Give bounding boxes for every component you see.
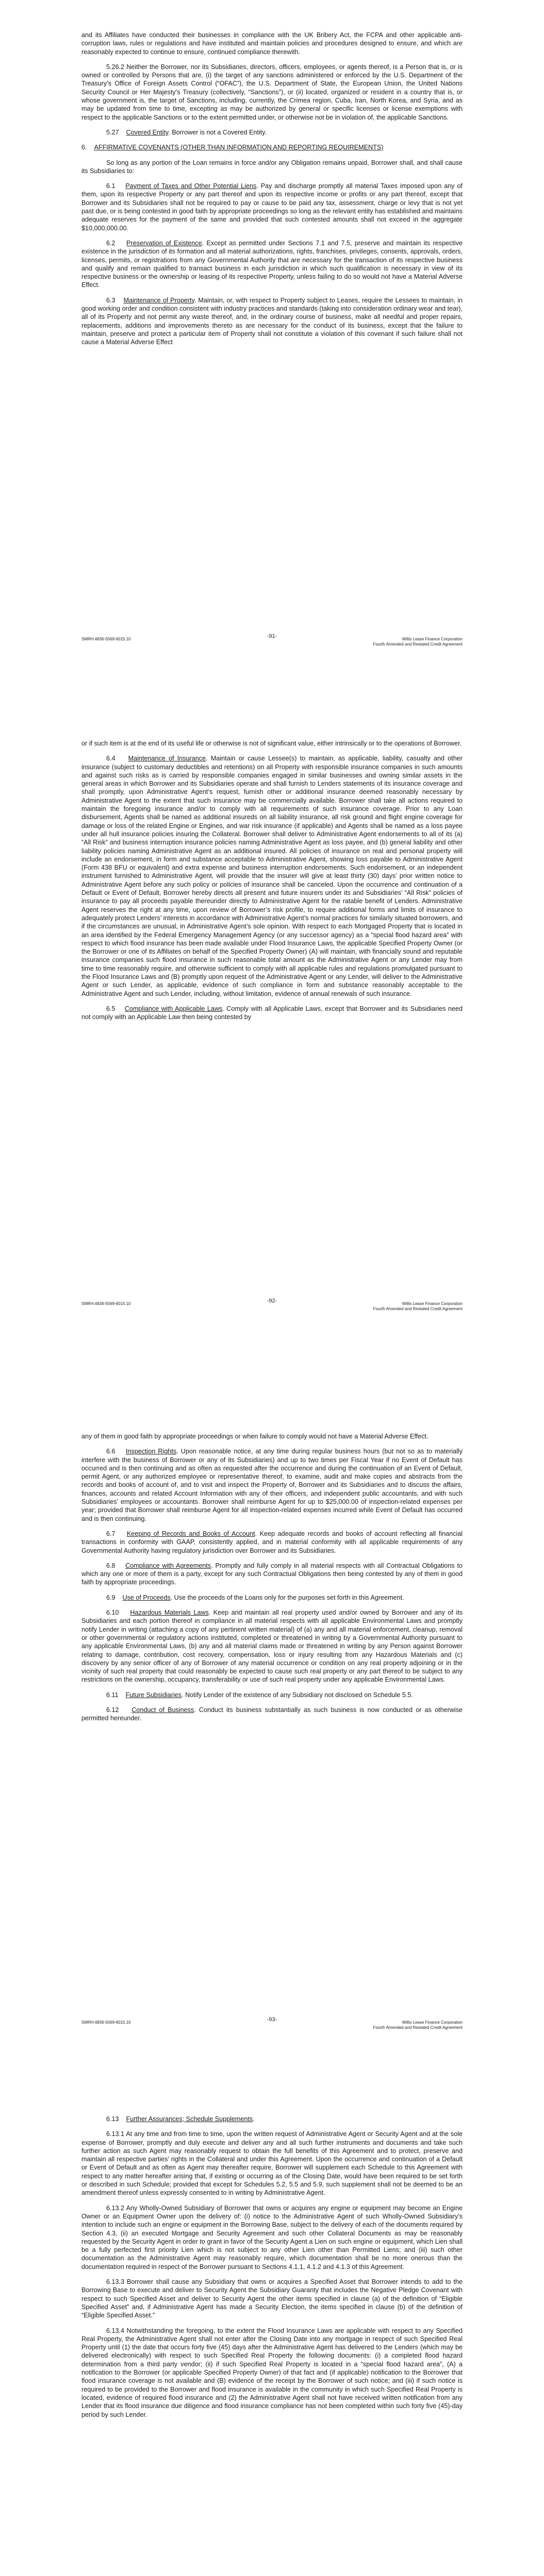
- section-number: 6.5: [106, 1005, 116, 1012]
- section-title: Compliance with Applicable Laws: [124, 1005, 223, 1012]
- page-91: [0, 31, 544, 353]
- paragraph-text: Borrower shall cause any Subsidiary that owns or acquires a Specified Asset that Borrower intends to add to the Borrowing Base to execute and deliver to Security Agent the Subsidiary Guaranty that includes the Negative Pledge Covenant with respect to such Specified Asset and deliver to Security Agent the other items specified in clause (a) of the definition of “Eligible Specified Asset” and, if Administrative Agent has made a Security Election, the items specified in clause (b) of the definition of “Eligible Specified Asset.”: [81, 2278, 463, 2319]
- section-title: Maintenance of Property: [123, 296, 194, 304]
- page-number: -93-: [267, 2016, 277, 2023]
- section-number: 6.3: [106, 296, 116, 304]
- section-number: 6.9: [106, 1594, 116, 1601]
- page-number: -91-: [267, 633, 277, 639]
- agreement-name: Fourth Amended and Restated Credit Agreement: [373, 1307, 463, 1311]
- section-number: 6.6: [106, 1448, 116, 1455]
- page-number: -92-: [267, 1298, 277, 1304]
- paragraph-text: Conduct its business substantially as such business is now conducted or as otherwise permitted hereunder.: [81, 1706, 463, 1722]
- section-title: Further Assurances; Schedule Supplements: [126, 2115, 253, 2123]
- section-6-4: 6.4 Maintenance of Insurance. Maintain or cause Lessee(s) to maintain, as applicable, liability, casualty and other insurance (subject to customary deductibles and retentions) on all Property with responsible insurance companies in such amounts and against such risks as is carried by responsible companies engaged in similar businesses and owning similar assets in the general areas in which Borrower and its Subsidiaries operate and shall furnish to Lenders statements of its insurance coverage and shall promptly, upon Administrative Agent’s request, furnish other or additional insurance deemed reasonably necessary by Administrative Agent to the extent that such insurance may be commercially available. Borrower shall take all actions required to maintain the foregoing insurance and/or to comply with all requirements of such insurance coverage. Prior to any Loan disbursement, Agents shall be named as additional insureds on all liability insurance, all risk ground and flight engine coverage for damage or loss of the related Engine or Engines, and war risk insurance (if applicable) and Agents shall be named as a loss payee under all hull insurance policies insuring the Collateral. Borrower shall deliver to Administrative Agent endorsements to all of its (a) “All Risk” and business interruption insurance policies naming Administrative Agent as loss payee, and (b) general liability and other liability policies naming Administrative Agent as an additional insured. All policies of insurance on real and personal property will include an endorsement, in form and substance acceptable to Administrative Agent, showing loss payable to Administrative Agent (Form 438 BFU or equivalent) and extra expense and business interruption endorsements. Such endorsement, or an independent instrument furnished to Administrative Agent, will provide that the insurer will give at least thirty (30) days’ prior written notice to Administrative Agent before any such policy or policies of insurance shall be canceled. Upon the occurrence and continuation of a Default or Event of Default, Borrower hereby directs all present and future insurers under its and Subsidiaries’ “All Risk” policies of insurance to pay all proceeds payable thereunder directly to Administrative Agent for the ratable benefit of Lenders. Administrative Agent reserves the right at any time, upon review of Borrower’s risk profile, to require additional forms and limits of insurance to adequately protect Lenders’ interests in accordance with Administrative Agent’s normal practices for similarly situated borrowers, and if the circumstances are unusual, in Administrative Agent’s sole opinion. With respect to each Mortgaged Property that is located in an area identified by the Federal Emergency Management Agency (or any successor agency) as a “special flood hazard area” with respect to which flood insurance has been made available under Flood Insurance Laws, the applicable Specified Property Owner (or the Borrower or one of its Affiliates on behalf of the Specified Property Owner) (A) will maintain, with financially sound and reputable insurance companies such flood insurance in such reasonable total amount as the Administrative Agent or any Lender may from time to time reasonably require, and otherwise sufficient to comply with all applicable rules and regulations promulgated pursuant to the Flood Insurance Laws and (B) promptly upon request of the Administrative Agent or any Lender, will deliver to the Administrative Agent or such Lender, as applicable, evidence of such compliance in form and substance reasonably acceptable to the Administrative Agent and such Lender, including, without limitation, evidence of annual renewals of such insurance.: [81, 755, 463, 997]
- paragraph-text: Keep and maintain all real property used and/or owned by Borrower and any of its Subsidiaries and each portion thereof in compliance in all material respects with all applicable Environmental Laws and promptly notify Lender in writing (attaching a copy of any pertinent written material) of (a) any and all material enforcement, cleanup, removal or other governmental or regulatory actions instituted, completed or threatened in writing by a Governmental Authority pursuant to any applicable Environmental Laws, (b) any and all material claims made or threatened in writing by any Person against Borrower relating to damage, contribution, cost recovery, compensation, loss or injury resulting from any Hazardous Materials and (c) discovery by any senior officer of any of Borrower of any material occurrence or condition on any real property adjoining or in the vicinity of such real property that could reasonably be expected to cause such real property or any part thereof to be subject to any restrictions on the ownership, occupancy, transferability or use of such real property under any applicable Environmental Laws.: [81, 1609, 463, 1684]
- page-92: [0, 739, 544, 1028]
- agreement-name: Fourth Amended and Restated Credit Agreement: [373, 642, 463, 647]
- document-id: SMRH:4836-5569-6015.10: [81, 2020, 131, 2025]
- page-93: [0, 1432, 544, 1730]
- section-6-11: 6.11 Future Subsidiaries. Notify Lender of the existence of any Subsidiary not disclosed on Schedule 5.5.: [106, 1691, 413, 1699]
- page-94: [0, 2115, 544, 2426]
- section-number: 6.13.1: [106, 2130, 125, 2138]
- paragraph-text: Keep adequate records and books of account reflecting all financial transactions in conformity with GAAP, consistently applied, and in material conformity with all applicable requirements of any Governmental Authority having regulatory jurisdiction over Borrower and its Subsidiaries.: [81, 1530, 463, 1554]
- section-6-7: 6.7 Keeping of Records and Books of Account. Keep adequate records and books of account reflecting all financial transactions in conformity with GAAP, consistently applied, and in material conformity with all applicable requirements of any Governmental Authority having regulatory jurisdiction over Borrower and its Subsidiaries.: [81, 1530, 463, 1554]
- section-6-9: 6.9 Use of Proceeds. Use the proceeds of the Loans only for the purposes set forth in this Agreement.: [106, 1594, 404, 1601]
- section-6-13-4: [81, 2327, 463, 2419]
- paragraph-text: Upon reasonable notice, at any time during regular business hours (but not so as to materially interfere with the business of Borrower or any of its Subsidiaries) and up to two times per Fiscal Year if no Event of Default has occurred and is then continuing and as often as requested after the occurrence and during the continuation of an Event of Default, permit Agent, or any authorized employee or representative thereof, to examine, audit and make copies and abstracts from the records and books of account of, and to visit and inspect the Property of, Borrower and its Subsidiaries and to discuss the affairs, finances, accounts and related Account Information with any of their officers, and independent public accountants, and with such Subsidiaries’ employees or accountants. Borrower shall reimburse Agent for up to $25,000.00 of inspection-related expenses per year; provided that Borrower shall reimburse Agent for all inspection-related expenses incurred while Event of Default has occurred and is then continuing.: [81, 1448, 463, 1522]
- section-6-13-3: [81, 2278, 463, 2319]
- paragraph-text: Maintain or cause Lessee(s) to maintain, as applicable, liability, casualty and other insurance (subject to customary deductibles and retentions) on all Property with responsible insurance companies in such amounts and against such risks as is carried by responsible companies engaged in similar businesses and owning similar assets in the general areas in which Borrower and its Subsidiaries operate and shall furnish to Lenders statements of its insurance coverage and shall promptly, upon Administrative Agent’s request, furnish other or additional insurance deemed reasonably necessary by Administrative Agent to the extent that such insurance may be commercially available. Borrower shall take all actions required to maintain the foregoing insurance and/or to comply with all requirements of such insurance coverage. Prior to any Loan disbursement, Agents shall be named as additional insureds on all liability insurance, all risk ground and flight engine coverage for damage or loss of the related Engine or Engines, and war risk insurance (if applicable) and Agents shall be named as a loss payee under all hull insurance policies insuring the Collateral. Borrower shall deliver to Administrative Agent endorsements to all of its (a) “All Risk” and business interruption insurance policies naming Administrative Agent as loss payee, and (b) general liability and other liability policies naming Administrative Agent as an additional insured. All policies of insurance on real and personal property will include an endorsement, in form and substance acceptable to Administrative Agent, showing loss payable to Administrative Agent (Form 438 BFU or equivalent) and extra expense and business interruption endorsements. Such endorsement, or an independent instrument furnished to Administrative Agent, will provide that the insurer will give at least thirty (30) days’ prior written notice to Administrative Agent before any such policy or policies of insurance shall be canceled. Upon the occurrence and continuation of a Default or Event of Default, Borrower hereby directs all present and future insurers under its and Subsidiaries’ “All Risk” policies of insurance to pay all proceeds payable thereunder directly to Administrative Agent for the ratable benefit of Lenders. Administrative Agent reserves the right at any time, upon review of Borrower’s risk profile, to require additional forms and limits of insurance to adequately protect Lenders’ interests in accordance with Administrative Agent’s normal practices for similarly situated borrowers, and if the circumstances are unusual, in Administrative Agent’s sole opinion. With respect to each Mortgaged Property that is located in an area identified by the Federal Emergency Management Agency (or any successor agency) as a “special flood hazard area” with respect to which flood insurance has been made available under Flood Insurance Laws, the applicable Specified Property Owner (or the Borrower or one of its Affiliates on behalf of the Specified Property Owner) (A) will maintain, with financially sound and reputable insurance companies such flood insurance in such reasonable total amount as the Administrative Agent or any Lender may from time to time reasonably require, and otherwise sufficient to comply with all applicable rules and regulations promulgated pursuant to the Flood Insurance Laws and (B) promptly upon request of the Administrative Agent or any Lender, will deliver to the Administrative Agent or such Lender, as applicable, evidence of such compliance in form and substance reasonably acceptable to the Administrative Agent and such Lender, including, without limitation, evidence of annual renewals of such insurance.: [81, 755, 463, 997]
- section-number: 6.13: [106, 2115, 119, 2123]
- section-6-13-1: [81, 2130, 463, 2197]
- article-title: AFFIRMATIVE COVENANTS (OTHER THAN INFORMATION AND REPORTING REQUIREMENTS): [94, 144, 384, 151]
- company-name: Willis Lease Finance Corporation: [402, 1301, 463, 1306]
- paragraph-text: Promptly and fully comply in all material respects with all Contractual Obligations to which any one or more of them is a party, except for any such Contractual Obligations then being contested by any of them in good faith by appropriate proceedings.: [81, 1562, 463, 1586]
- section-number: 5.26.2: [106, 63, 125, 71]
- section-title: Hazardous Materials Laws: [130, 1609, 209, 1617]
- section-number: 6.13.3: [106, 2278, 125, 2286]
- paragraph-text: At any time and from time to time, upon the written request of Administrative Agent or Security Agent and at the sole expense of Borrower, promptly and duly execute and deliver any and all such further instruments and documents and take such further action as such Agent may reasonably request to obtain the full benefits of this Agreement and to protect, preserve and maintain all respective parties’ rights in the Collateral and under this Agreement. Upon the occurrence and continuation of a Default or Event of Default and as often as Agent may thereafter require, Borrower will supplement each Schedule to this Agreement with respect to any matter hereafter arising that, if existing or occurring as of the Closing Date, would have been required to be set forth or described in such Schedule; provided that except for Schedules 5.2, 5.5 and 5.9, such supplement shall not be deemed to be an amendment thereof unless expressly consented to in writing by Administrative Agent.: [81, 2130, 463, 2197]
- paragraph: So long as any portion of the Loan remains in force and/or any Obligation remains unpaid, Borrower shall, and shall cause its Subsidiaries to:: [81, 159, 463, 175]
- paragraph-text: Pay and discharge promptly all material Taxes imposed upon any of them, upon its respective Property or any part thereof and upon its respective income or profits or any part thereof, except that Borrower and its Subsidiaries shall not be required to pay or cause to be paid any tax, assessment, charge or levy that is not yet past due, or is being contested in good faith by appropriate proceedings so long as the relevant entity has established and maintains adequate reserves for the payment of the same and provided that such contested amounts shall not exceed in the aggregate $10,000,000.00.: [81, 182, 463, 232]
- section-title: Maintenance of Insurance: [128, 755, 206, 762]
- section-number: 6.13.2: [106, 2204, 125, 2212]
- footer-company: [373, 1301, 463, 1312]
- paragraph-text: Any Wholly-Owned Subsidiary of Borrower that owns or acquires any engine or equipment may become an Engine Owner or an Equipment Owner upon the delivery of: (i) notice to the Administrative Agent of such Wholly-Owned Subsidiary’s intention to include such an engine or equipment in the Borrowing Base, subject to the delivery of each of the documents required by Section 4.3, (ii) an executed Mortgage and Security Agreement and such other Collateral Documents as may be reasonably requested by the Security Agent in order to grant in favor of the Security Agent a Lien on such engine or equipment, which Lien shall be a fully perfected first priority Lien which is not subject to any other Lien other than Permitted Liens; and (iii) such other documentation as the Administrative Agent may reasonably require, which documentation shall be no more onerous than the documentation required in respect of the Borrower pursuant to Sections 4.1.1, 4.1.2 and 4.1.3 of this Agreement.: [81, 2204, 463, 2270]
- section-6-3: 6.3 Maintenance of Property. Maintain, or, with respect to Property subject to Leases, require the Lessees to maintain, in good working order and condition consistent with industry practices and standards (taking into consideration ordinary wear and tear), all of its Property and not permit any waste thereof, and, in the ordinary course of business, make all needful and proper repairs, replacements, additions and improvements thereto as are necessary for the conduct of its business, except that the failure to maintain, preserve and protect a particular item of Property shall not constitute a violation of this covenant if such failure shall not cause a Material Adverse Effect: [81, 296, 463, 346]
- paragraph-text: Notify Lender of the existence of any Subsidiary not disclosed on Schedule 5.5.: [185, 1691, 413, 1699]
- section-6-12: 6.12 Conduct of Business. Conduct its business substantially as such business is now conducted or as otherwise permitted hereunder.: [81, 1706, 463, 1722]
- document-id: SMRH:4836-5569-6015.10: [81, 1301, 131, 1306]
- section-title: Payment of Taxes and Other Potential Liens: [125, 182, 257, 190]
- section-number: 6.12: [106, 1706, 119, 1714]
- paragraph-text: Borrower is not a Covered Entity.: [172, 128, 267, 136]
- section-title: Covered Entity: [126, 128, 169, 136]
- agreement-name: Fourth Amended and Restated Credit Agreement: [373, 2025, 463, 2030]
- section-number: 6.: [81, 144, 87, 151]
- paragraph-text: Notwithstanding the foregoing, to the extent the Flood Insurance Laws are applicable with respect to any Specified Real Property, the Administrative Agent shall not enter after the Closing Date into any mortgage in respect of such Specified Real Property until (1) the date that occurs forty five (45) days after the Administrative Agent has delivered to the Lenders (which may be delivered electronically) with respect to such Specified Real Property the following documents: (i) a completed flood hazard determination from a third party vendor; (ii) if such Specified Real Property is located in a “special flood hazard area”, (A) a notification to the Borrower (or applicable Specified Property Owner) of that fact and (if applicable) notification to the Borrower that flood insurance coverage is not available and (B) evidence of the receipt by the Borrower of such notice; and (iii) if such notice is required to be provided to the Borrower and flood insurance is available in the community in which such Specified Real Property is located, evidence of required flood insurance and (2) the Administrative Agent shall not have received written notification from any Lender that its flood insurance due diligence and flood insurance compliance has not been completed within such forty five (45)-day period by such Lender.: [81, 2327, 463, 2418]
- paragraph: and its Affiliates have conducted their businesses in compliance with the UK Bribery Act, the FCPA and other applicable anti-corruption laws, rules or regulations and have instituted and maintain policies and procedures designed to ensure, and which are reasonably expected to continue to ensure, continued compliance therewith.: [81, 31, 463, 56]
- section-5-27: 5.27 Covered Entity. Borrower is not a Covered Entity.: [106, 128, 267, 136]
- section-6-10: 6.10 Hazardous Materials Laws. Keep and maintain all real property used and/or owned by Borrower and any of its Subsidiaries and each portion thereof in compliance in all material respects with all applicable Environmental Laws and promptly notify Lender in writing (attaching a copy of any pertinent written material) of (a) any and all material enforcement, cleanup, removal or other governmental or regulatory actions instituted, completed or threatened in writing by a Governmental Authority pursuant to any applicable Environmental Laws, (b) any and all material claims made or threatened in writing by any Person against Borrower relating to damage, contribution, cost recovery, compensation, loss or injury resulting from any Hazardous Materials and (c) discovery by any senior officer of any of Borrower of any material occurrence or condition on any real property adjoining or in the vicinity of such real property that could reasonably be expected to cause such real property or any part thereof to be subject to any restrictions on the ownership, occupancy, transferability or use of such real property under any applicable Environmental Laws.: [81, 1609, 463, 1684]
- section-number: 6.11: [106, 1691, 119, 1699]
- section-6-1: 6.1 Payment of Taxes and Other Potential Liens. Pay and discharge promptly all material Taxes imposed upon any of them, upon its respective Property or any part thereof and upon its respective income or profits or any part thereof, except that Borrower and its Subsidiaries shall not be required to pay or cause to be paid any tax, assessment, charge or levy that is not yet past due, or is being contested in good faith by appropriate proceedings so long as the relevant entity has established and maintains adequate reserves for the payment of the same and provided that such contested amounts shall not exceed in the aggregate $10,000,000.00.: [81, 182, 463, 232]
- footer-company: [373, 637, 463, 647]
- section-number: 6.2: [106, 239, 116, 247]
- section-number: 6.7: [106, 1530, 116, 1537]
- paragraph-5-26-2: [81, 63, 463, 122]
- section-title: Conduct of Business: [131, 1706, 194, 1714]
- company-name: Willis Lease Finance Corporation: [402, 637, 463, 641]
- section-number: 6.13.4: [106, 2327, 125, 2334]
- paragraph-text: Comply with all Applicable Laws, except that Borrower and its Subsidiaries need not comply with an Applicable Law then being contested by: [81, 1005, 463, 1021]
- section-6-8: 6.8 Compliance with Agreements. Promptly and fully comply in all material respects with all Contractual Obligations to which any one or more of them is a party, except for any such Contractual Obligations then being contested by any of them in good faith by appropriate proceedings.: [81, 1562, 463, 1586]
- section-number: 6.1: [106, 182, 116, 190]
- paragraph-text: Maintain, or, with respect to Property subject to Leases, require the Lessees to maintain, in good working order and condition consistent with industry practices and standards (taking into consideration ordinary wear and tear), all of its Property and not permit any waste thereof, and, in the ordinary course of business, make all needful and proper repairs, replacements, additions and improvements thereto as are necessary for the conduct of its business, except that the failure to maintain, preserve and protect a particular item of Property shall not constitute a violation of this covenant if such failure shall not cause a Material Adverse Effect: [81, 296, 463, 346]
- paragraph: any of them in good faith by appropriate proceedings or when failure to comply would not have a Material Adverse Effect.: [81, 1433, 428, 1440]
- section-number: 6.10: [106, 1609, 119, 1617]
- paragraph-text: Neither the Borrower, nor its Subsidiaries, directors, officers, employees, or agents thereof, is a Person that is, or is owned or controlled by Persons that are, (i) the target of any sanctions administered or enforced by the U.S. Department of the Treasury’s Office of Foreign Assets Control (“OFAC”), the U.S. Department of State, the European Union, the United Nations Security Council or Her Majesty’s Treasury (collectively, “Sanctions”), or (ii) located, organized or resident in a country that is, or whose government is, the target of Sanctions, including, currently, the Crimea region, Cuba, Iran, North Korea, and Syria, and as may be updated from time to time, excepting as may be authorized by general or specific licenses or license exemptions with respect to the applicable Sanctions or to the extent permitted under, or otherwise not be in violation of, the applicable Sanctions.: [81, 63, 463, 121]
- footer-company: [373, 2020, 463, 2030]
- section-6-5: 6.5 Compliance with Applicable Laws. Comply with all Applicable Laws, except that Borrower and its Subsidiaries need not comply with an Applicable Law then being contested by: [81, 1005, 463, 1021]
- section-title: Inspection Rights: [125, 1448, 177, 1455]
- section-6-13-2: [81, 2204, 463, 2271]
- document-id: SMRH:4836-5569-6015.10: [81, 637, 131, 641]
- section-number: 6.8: [106, 1562, 116, 1569]
- section-title: Preservation of Existence: [126, 239, 202, 247]
- paragraph: or if such item is at the end of its useful life or otherwise is not of significant value, either intrinsically or to the operations of Borrower.: [81, 740, 462, 747]
- section-title: Future Subsidiaries: [125, 1691, 182, 1699]
- section-title: Compliance with Agreements: [125, 1562, 211, 1569]
- section-number: 6.4: [106, 755, 116, 762]
- company-name: Willis Lease Finance Corporation: [402, 2020, 463, 2025]
- section-6-6: 6.6 Inspection Rights. Upon reasonable notice, at any time during regular business hours (but not so as to materially interfere with the business of Borrower or any of its Subsidiaries) and up to two times per Fiscal Year if no Event of Default has occurred and is then continuing and as often as requested after the occurrence and during the continuation of an Event of Default, permit Agent, or any authorized employee or representative thereof, to examine, audit and make copies and abstracts from the records and books of account of, and to visit and inspect the Property of, Borrower and its Subsidiaries and to discuss the affairs, finances, accounts and related Account Information with any of their officers, and independent public accountants, and with such Subsidiaries’ employees or accountants. Borrower shall reimburse Agent for up to $25,000.00 of inspection-related expenses per year; provided that Borrower shall reimburse Agent for all inspection-related expenses incurred while Event of Default has occurred and is then continuing.: [81, 1448, 463, 1522]
- section-number: 5.27: [106, 128, 119, 136]
- section-title: Use of Proceeds: [122, 1594, 171, 1601]
- section-title: Keeping of Records and Books of Account: [126, 1530, 255, 1537]
- paragraph-text: Except as permitted under Sections 7.1 and 7.5, preserve and maintain its respective existence in the jurisdiction of its formation and all material authorizations, rights, franchises, privileges, consents, approvals, orders, licenses, permits, or registrations from any Governmental Authority that are necessary for the transaction of its respective business and qualify and remain qualified to transact business in each jurisdiction in which such qualification is necessary in view of its respective business or the ownership or leasing of its respective Property, unless failing to do so would not have a Material Adverse Effect.: [81, 239, 463, 289]
- paragraph-text: Use the proceeds of the Loans only for the purposes set forth in this Agreement.: [174, 1594, 404, 1601]
- section-6-13: 6.13 Further Assurances; Schedule Supplements.: [106, 2115, 255, 2123]
- section-6-2: 6.2 Preservation of Existence. Except as permitted under Sections 7.1 and 7.5, preserve and maintain its respective existence in the jurisdiction of its formation and all material authorizations, rights, franchises, privileges, consents, approvals, orders, licenses, permits, or registrations from any Governmental Authority that are necessary for the transaction of its respective business and qualify and remain qualified to transact business in each jurisdiction in which such qualification is necessary in view of its respective business or the ownership or leasing of its respective Property, unless failing to do so would not have a Material Adverse Effect.: [81, 239, 463, 289]
- article-6-heading: [81, 143, 463, 151]
